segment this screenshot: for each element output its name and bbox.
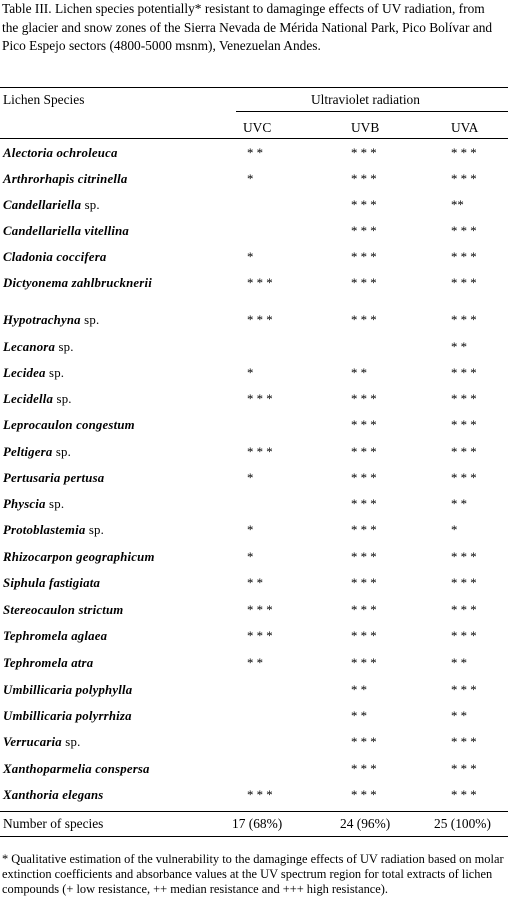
species-name <box>3 683 132 698</box>
species-suffix: sp. <box>45 497 65 511</box>
uva-cell: * * * <box>451 471 477 485</box>
totals-uvb: 24 (96%) <box>340 816 391 831</box>
header-uv-group: Ultraviolet radiation <box>311 92 420 107</box>
uva-cell: * * * <box>451 445 477 459</box>
species-name-text: Stereocaulon strictum <box>3 603 124 617</box>
species-name <box>3 788 103 803</box>
species-name-text: Candellariella vitellina <box>3 224 130 238</box>
species-name-text: Siphula fastigiata <box>3 576 101 590</box>
species-name-text: Physcia <box>3 497 46 511</box>
uva-cell: * * * <box>451 550 477 564</box>
uva-cell: * * * <box>451 418 477 432</box>
table-row <box>0 683 508 703</box>
uva-cell: * * <box>451 656 467 670</box>
uva-cell: * * * <box>451 576 477 590</box>
uva-cell: * * * <box>451 392 477 406</box>
uvc-cell: * <box>247 172 254 186</box>
species-name <box>3 629 107 644</box>
uvb-cell: * * <box>351 366 367 380</box>
uva-cell: * * * <box>451 250 477 264</box>
species-name-text: Tephromela aglaea <box>3 629 108 643</box>
uvc-cell: * <box>247 250 254 264</box>
table-row <box>0 656 508 676</box>
uva-cell: * * * <box>451 313 477 327</box>
species-name <box>3 523 104 538</box>
table-row <box>0 276 508 296</box>
species-name <box>3 392 72 407</box>
totals-rule <box>0 811 508 812</box>
uva-cell: * * * <box>451 172 477 186</box>
table-row <box>0 629 508 649</box>
uva-cell: * * * <box>451 146 477 160</box>
header-species: Lichen Species <box>3 92 85 107</box>
uvb-cell: * * * <box>351 392 377 406</box>
species-suffix: sp. <box>55 340 74 354</box>
uva-cell: * * * <box>451 788 477 802</box>
top-rule <box>0 87 508 88</box>
species-name <box>3 250 106 265</box>
uva-cell: * * * <box>451 683 477 697</box>
table-row <box>0 471 508 491</box>
header-uva: UVA <box>451 120 479 135</box>
species-name-text: Peltigera <box>3 445 53 459</box>
table-row <box>0 445 508 465</box>
species-name-text: Lecidea <box>3 366 46 380</box>
uva-cell: * * * <box>451 224 477 238</box>
species-name-text: Leprocaulon congestum <box>3 418 135 432</box>
uvb-cell: * * <box>351 683 367 697</box>
bottom-rule <box>0 836 508 837</box>
species-name <box>3 276 152 291</box>
table-row <box>0 762 508 782</box>
table-row <box>0 550 508 570</box>
uvb-cell: * * * <box>351 603 377 617</box>
species-name <box>3 146 118 161</box>
species-name-text: Umbillicaria polyphylla <box>3 683 133 697</box>
uvc-cell: * * <box>247 656 263 670</box>
uvc-cell: * * * <box>247 276 273 290</box>
species-name <box>3 366 64 381</box>
uva-cell: * * <box>451 497 467 511</box>
header-rule <box>0 138 508 139</box>
uvb-cell: * * * <box>351 313 377 327</box>
uvb-cell: * * * <box>351 445 377 459</box>
species-name-text: Lecanora <box>3 340 56 354</box>
table-row <box>0 788 508 808</box>
totals-uva: 25 (100%) <box>434 816 491 831</box>
species-name-text: Umbillicaria polyrrhiza <box>3 709 132 723</box>
uvb-cell: * * * <box>351 224 377 238</box>
species-name <box>3 762 150 777</box>
uva-cell: * * * <box>451 366 477 380</box>
uva-cell: * * * <box>451 603 477 617</box>
table-footnote: * Qualitative estimation of the vulnerability to the damaginge effects of UV radiation based on molar extinction coefficients and absorbance values at the UV spectrum region for total extracts of lichen compounds (+ low resistance, ++ median resistance and +++ high resistance). <box>2 852 504 896</box>
uvc-cell: * * * <box>247 629 273 643</box>
species-name <box>3 603 123 618</box>
uvb-cell: * * <box>351 709 367 723</box>
uvb-cell: * * * <box>351 735 377 749</box>
uva-cell: * * * <box>451 629 477 643</box>
uvc-cell: * <box>247 550 254 564</box>
species-name <box>3 471 104 486</box>
uva-cell: * <box>451 523 458 537</box>
header-uvb: UVB <box>351 120 380 135</box>
uvb-cell: * * * <box>351 471 377 485</box>
uvc-cell: * * * <box>247 445 273 459</box>
species-name-text: Pertusaria pertusa <box>3 471 105 485</box>
uvb-cell: * * * <box>351 497 377 511</box>
uvb-cell: * * * <box>351 146 377 160</box>
species-name-text: Verrucaria <box>3 735 62 749</box>
table-row <box>0 313 508 333</box>
species-name <box>3 418 135 433</box>
uvc-cell: * <box>247 471 254 485</box>
uva-cell: * * <box>451 709 467 723</box>
uva-cell: * * <box>451 340 467 354</box>
species-suffix: sp. <box>53 392 72 406</box>
table-row <box>0 340 508 360</box>
species-name-text: Xanthoparmelia conspersa <box>3 762 150 776</box>
species-name-text: Alectoria ochroleuca <box>3 146 118 160</box>
totals-uvc: 17 (68%) <box>232 816 283 831</box>
uvb-cell: * * * <box>351 418 377 432</box>
species-name-text: Hypotrachyna <box>3 313 81 327</box>
species-name <box>3 550 155 565</box>
species-suffix: sp. <box>80 313 100 327</box>
species-name-text: Xanthoria elegans <box>3 788 104 802</box>
species-name <box>3 224 129 239</box>
uvb-cell: * * * <box>351 656 377 670</box>
table-row <box>0 366 508 386</box>
table-caption: Table III. Lichen species potentially* resistant to damaginge effects of UV radiation, from the glacier and snow zones of the Sierra Nevada de Mérida National Park, Pico Bolívar and Pico Espejo sectors (4800-5000 msnm), Venezuelan Andes. <box>2 1 493 53</box>
species-name-text: Candellariella <box>3 198 82 212</box>
table-row <box>0 146 508 166</box>
uvc-cell: * * <box>247 146 263 160</box>
table-row <box>0 172 508 192</box>
species-name <box>3 735 80 750</box>
uvb-cell: * * * <box>351 762 377 776</box>
uvc-cell: * <box>247 366 254 380</box>
uvb-cell: * * * <box>351 788 377 802</box>
species-name <box>3 340 74 355</box>
species-name-text: Rhizocarpon geographicum <box>3 550 155 564</box>
uvb-cell: * * * <box>351 250 377 264</box>
uvc-cell: * * * <box>247 392 273 406</box>
uvb-cell: * * * <box>351 576 377 590</box>
totals-label: Number of species <box>3 816 104 831</box>
table-row <box>0 392 508 412</box>
table-row <box>0 198 508 218</box>
species-name <box>3 172 127 187</box>
species-name <box>3 656 93 671</box>
species-name <box>3 198 100 213</box>
uvb-cell: * * * <box>351 523 377 537</box>
species-suffix: sp. <box>61 735 81 749</box>
table-row <box>0 497 508 517</box>
species-name <box>3 709 132 724</box>
group-rule <box>236 111 508 112</box>
uvc-cell: * * * <box>247 788 273 802</box>
table-row <box>0 250 508 270</box>
uvc-cell: * <box>247 523 254 537</box>
species-name-text: Cladonia coccifera <box>3 250 107 264</box>
table-row <box>0 523 508 543</box>
species-name <box>3 576 100 591</box>
table-row <box>0 735 508 755</box>
species-name-text: Tephromela atra <box>3 656 94 670</box>
species-name <box>3 497 64 512</box>
uvc-cell: * * * <box>247 313 273 327</box>
species-suffix: sp. <box>85 523 105 537</box>
uva-cell: * * * <box>451 735 477 749</box>
species-name <box>3 313 99 328</box>
uva-cell: * * * <box>451 276 477 290</box>
uvb-cell: * * * <box>351 629 377 643</box>
species-name <box>3 445 71 460</box>
uvc-cell: * * <box>247 576 263 590</box>
uvb-cell: * * * <box>351 550 377 564</box>
species-name-text: Dictyonema zahlbrucknerii <box>3 276 152 290</box>
species-suffix: sp. <box>81 198 100 212</box>
uvb-cell: * * * <box>351 172 377 186</box>
uva-cell: ** <box>451 198 464 212</box>
uvb-cell: * * * <box>351 198 377 212</box>
species-name-text: Arthrorhapis citrinella <box>3 172 128 186</box>
header-uvc: UVC <box>243 120 272 135</box>
species-name-text: Lecidella <box>3 392 54 406</box>
uva-cell: * * * <box>451 762 477 776</box>
table-row <box>0 576 508 596</box>
uvb-cell: * * * <box>351 276 377 290</box>
species-suffix: sp. <box>52 445 71 459</box>
species-suffix: sp. <box>45 366 65 380</box>
table-row <box>0 603 508 623</box>
species-name-text: Protoblastemia <box>3 523 86 537</box>
table-row <box>0 418 508 438</box>
table-row <box>0 709 508 729</box>
table-row <box>0 224 508 244</box>
uvc-cell: * * * <box>247 603 273 617</box>
